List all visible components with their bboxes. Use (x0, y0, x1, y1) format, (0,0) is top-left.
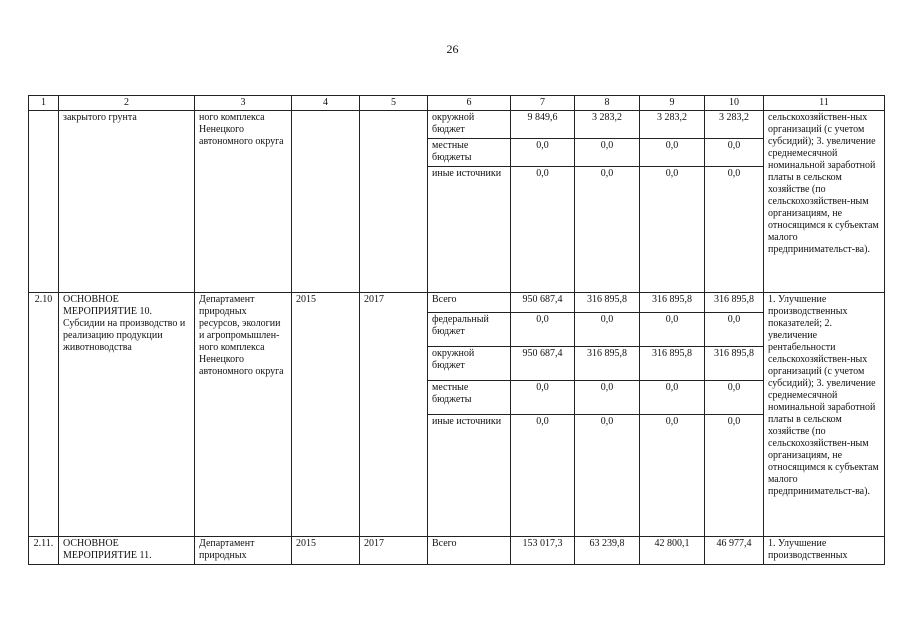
header-cell: 9 (640, 96, 705, 111)
funding-source: федеральный бюджет (428, 313, 511, 347)
row-number: 2.10 (29, 293, 59, 537)
value-cell: 316 895,8 (705, 293, 764, 313)
header-cell: 5 (360, 96, 428, 111)
value-cell: 9 849,6 (511, 111, 575, 139)
activity-name: закрытого грунта (59, 111, 195, 293)
value-cell: 316 895,8 (640, 293, 705, 313)
page-number: 26 (446, 42, 459, 56)
value-cell: 3 283,2 (575, 111, 640, 139)
value-cell: 0,0 (511, 381, 575, 415)
activity-name: ОСНОВНОЕ МЕРОПРИЯТИЕ 11. (59, 537, 195, 565)
header-cell: 10 (705, 96, 764, 111)
funding-source: Всего (428, 293, 511, 313)
value-cell: 0,0 (640, 313, 705, 347)
expected-result: 1. Улучшение производственных (764, 537, 885, 565)
start-year: 2015 (292, 293, 360, 537)
header-cell: 7 (511, 96, 575, 111)
row-number: 2.11. (29, 537, 59, 565)
funding-source: окружной бюджет (428, 111, 511, 139)
value-cell: 316 895,8 (575, 293, 640, 313)
start-year (292, 111, 360, 293)
responsible-dept: ного комплекса Ненецкого автономного округа (195, 111, 292, 293)
value-cell: 0,0 (575, 167, 640, 293)
value-cell: 950 687,4 (511, 293, 575, 313)
end-year: 2017 (360, 293, 428, 537)
header-cell: 4 (292, 96, 360, 111)
value-cell: 3 283,2 (640, 111, 705, 139)
value-cell: 0,0 (640, 381, 705, 415)
responsible-dept: Департамент природных ресурсов, экологии и агропромышлен-ного комплекса Ненецкого автономного округа (195, 293, 292, 537)
value-cell: 46 977,4 (705, 537, 764, 565)
value-cell: 950 687,4 (511, 347, 575, 381)
value-cell: 42 800,1 (640, 537, 705, 565)
activity-name: ОСНОВНОЕ МЕРОПРИЯТИЕ 10. Субсидии на производство и реализацию продукции животноводства (59, 293, 195, 537)
value-cell: 0,0 (640, 139, 705, 167)
value-cell: 0,0 (575, 313, 640, 347)
header-row (29, 96, 885, 111)
funding-source: местные бюджеты (428, 381, 511, 415)
value-cell: 0,0 (705, 313, 764, 347)
value-cell: 316 895,8 (575, 347, 640, 381)
header-cell: 11 (764, 96, 885, 111)
header-cell: 1 (29, 96, 59, 111)
value-cell: 0,0 (640, 167, 705, 293)
expected-result: 1. Улучшение производственных показателей; 2. увеличение рентабельности сельскохозяйствен-ных организаций (с учетом субсидий); 3. увеличение среднемесячной номинальной заработной платы в сельском хозяйстве (по сельскохозяйствен-ным организациям, не относящимся к субъектам малого предпринимательст-ва). (764, 293, 885, 537)
table-row (29, 537, 885, 565)
value-cell: 316 895,8 (640, 347, 705, 381)
responsible-dept: Департамент природных (195, 537, 292, 565)
header-cell: 6 (428, 96, 511, 111)
header-cell: 3 (195, 96, 292, 111)
value-cell: 0,0 (575, 415, 640, 537)
end-year: 2017 (360, 537, 428, 565)
row-number (29, 111, 59, 293)
program-table (28, 95, 885, 565)
expected-result: сельскохозяйствен-ных организаций (с учетом субсидий); 3. увеличение среднемесячной номинальной заработной платы в сельском хозяйстве (по сельскохозяйствен-ным организациям, не относящимся к субъектам малого предпринимательст-ва). (764, 111, 885, 293)
value-cell: 0,0 (511, 415, 575, 537)
start-year: 2015 (292, 537, 360, 565)
value-cell: 0,0 (575, 139, 640, 167)
funding-source: иные источники (428, 167, 511, 293)
value-cell: 0,0 (511, 167, 575, 293)
table-row (29, 111, 885, 139)
funding-source: местные бюджеты (428, 139, 511, 167)
table-row (29, 293, 885, 313)
value-cell: 0,0 (575, 381, 640, 415)
value-cell: 0,0 (705, 381, 764, 415)
funding-source: иные источники (428, 415, 511, 537)
funding-source: Всего (428, 537, 511, 565)
value-cell: 316 895,8 (705, 347, 764, 381)
header-cell: 2 (59, 96, 195, 111)
value-cell: 0,0 (511, 313, 575, 347)
value-cell: 0,0 (640, 415, 705, 537)
header-cell: 8 (575, 96, 640, 111)
end-year (360, 111, 428, 293)
value-cell: 63 239,8 (575, 537, 640, 565)
value-cell: 3 283,2 (705, 111, 764, 139)
value-cell: 153 017,3 (511, 537, 575, 565)
value-cell: 0,0 (511, 139, 575, 167)
value-cell: 0,0 (705, 167, 764, 293)
value-cell: 0,0 (705, 415, 764, 537)
funding-source: окружной бюджет (428, 347, 511, 381)
value-cell: 0,0 (705, 139, 764, 167)
